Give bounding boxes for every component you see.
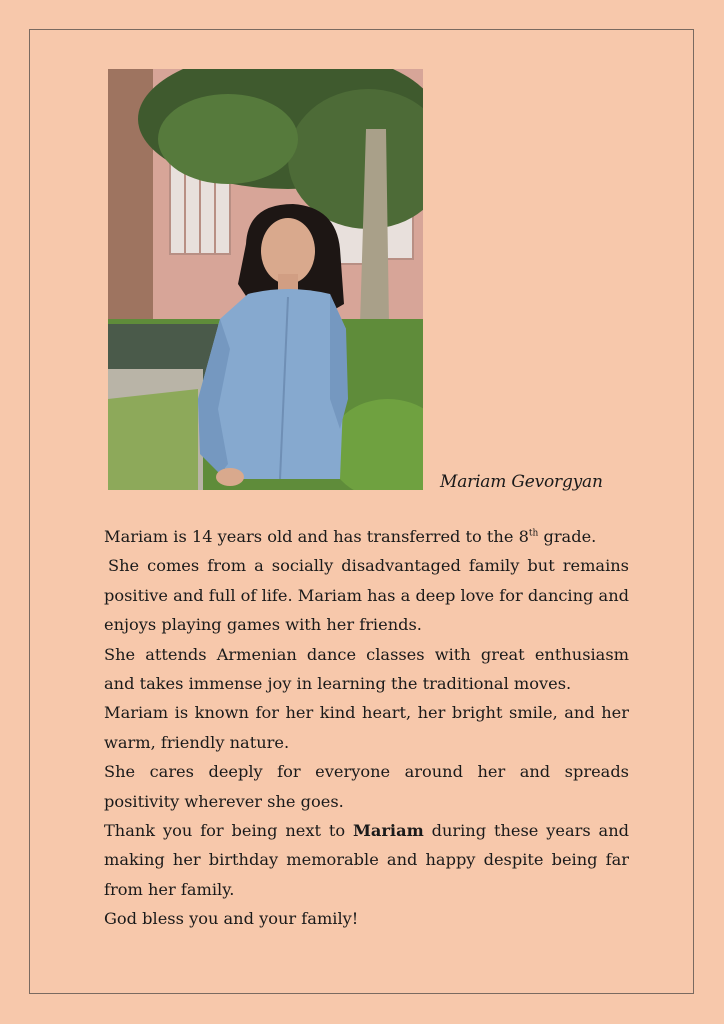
intro-text: Mariam is 14 years old and has transferred to the 8	[104, 527, 529, 546]
paragraph-character: Mariam is known for her kind heart, her bright smile, and her warm, friendly nature.	[104, 703, 629, 752]
paragraph-positivity: She cares deeply for everyone around her and spreads positivity wherever she goes.	[104, 762, 629, 811]
body-text	[104, 522, 629, 934]
thanks-text-end: during these years and making her birthday memorable and happy despite being far from her family.	[104, 821, 629, 899]
paragraph-dance: She attends Armenian dance classes with great enthusiasm and takes immense joy in learning the traditional moves.	[104, 644, 629, 694]
name-emphasis: Mariam	[353, 821, 424, 841]
paragraph-background: She comes from a socially disadvantaged family but remains positive and full of life. Mariam has a deep love for dancing and enjoys playing games with her friends.	[104, 556, 629, 635]
intro-text-end: grade.	[538, 527, 597, 546]
portrait-photo	[108, 69, 423, 490]
paragraph-blessing: God bless you and your family!	[104, 909, 359, 929]
photo-caption: Mariam Gevorgyan	[440, 472, 603, 492]
thanks-text: Thank you for being next to	[104, 821, 353, 841]
paragraph-intro	[104, 522, 629, 551]
ordinal-suffix: th	[528, 528, 539, 539]
paragraph-thanks	[104, 816, 629, 904]
